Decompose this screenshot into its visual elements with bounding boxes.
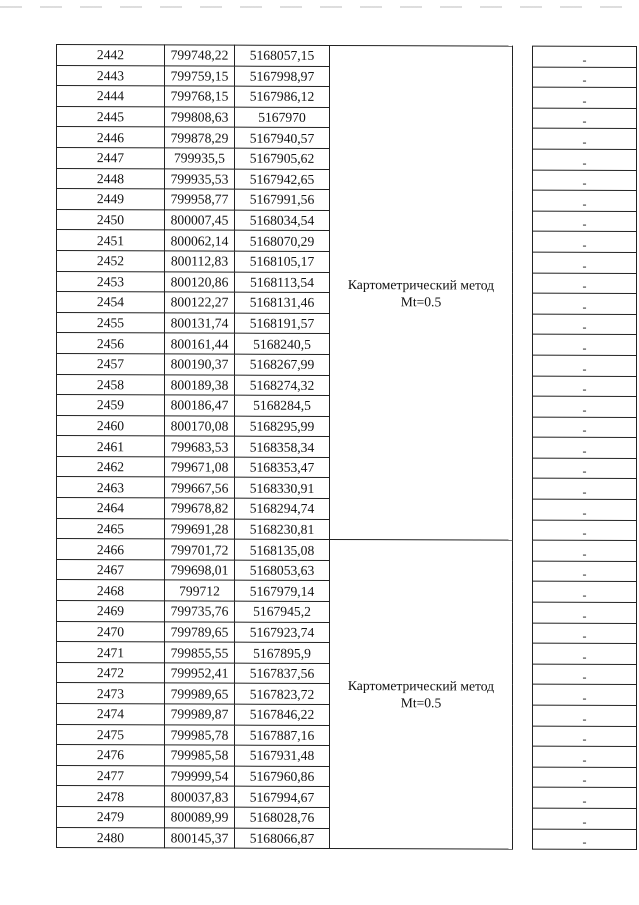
x-coordinate-cell: 799985,58: [165, 745, 235, 766]
x-coordinate-cell: 800037,83: [165, 786, 235, 807]
x-coordinate-cell: 799683,53: [165, 436, 235, 457]
x-coordinate-cell: 799789,65: [165, 622, 235, 643]
y-coordinate-cell: 5168294,74: [235, 498, 330, 519]
point-id-cell: 2459: [57, 395, 165, 416]
method-name: Картометрический метод: [347, 678, 495, 694]
y-coordinate-cell: 5167960,86: [235, 766, 330, 787]
point-id-cell: 2446: [57, 127, 165, 148]
y-coordinate-cell: 5168070,29: [235, 230, 330, 251]
method-cell: [330, 45, 513, 540]
dash-cell: -: [533, 540, 637, 561]
y-coordinate-cell: 5167837,56: [235, 663, 330, 684]
point-id-cell: 2460: [57, 415, 165, 436]
point-id-cell: 2473: [57, 683, 165, 704]
y-coordinate-cell: 5167887,16: [235, 725, 330, 746]
dash-cell: -: [533, 602, 637, 623]
method-accuracy: Mt=0.5: [400, 695, 442, 711]
x-coordinate-cell: 800089,99: [165, 807, 235, 828]
y-coordinate-cell: 5167970: [235, 107, 330, 128]
dash-cell: -: [533, 726, 637, 747]
y-coordinate-cell: 5168353,47: [235, 457, 330, 478]
x-coordinate-cell: 800145,37: [165, 827, 235, 848]
dash-cell: -: [533, 643, 637, 664]
y-coordinate-cell: 5167931,48: [235, 745, 330, 766]
method-cell: [330, 540, 513, 850]
dash-cell: -: [533, 129, 637, 150]
point-id-cell: 2480: [57, 827, 165, 848]
point-id-cell: 2478: [57, 786, 165, 807]
x-coordinate-cell: 799935,53: [165, 168, 235, 189]
dash-cell: -: [533, 190, 637, 211]
x-coordinate-cell: 799878,29: [165, 127, 235, 148]
x-coordinate-cell: 800112,83: [165, 251, 235, 272]
dash-cell: -: [533, 623, 637, 644]
x-coordinate-cell: 800122,27: [165, 292, 235, 313]
dash-cell: -: [533, 108, 637, 129]
x-coordinate-cell: 799855,55: [165, 642, 235, 663]
dash-cell: -: [533, 46, 637, 67]
point-id-cell: 2470: [57, 621, 165, 642]
y-coordinate-cell: 5167945,2: [235, 601, 330, 622]
dash-cell: -: [533, 788, 637, 809]
x-coordinate-cell: 799952,41: [165, 663, 235, 684]
dash-cell: -: [533, 293, 637, 314]
point-id-cell: 2450: [57, 209, 165, 230]
y-coordinate-cell: 5168358,34: [235, 436, 330, 457]
x-coordinate-cell: 800189,38: [165, 374, 235, 395]
x-coordinate-cell: 799808,63: [165, 107, 235, 128]
dash-cell: -: [533, 561, 637, 582]
x-coordinate-cell: 799667,56: [165, 477, 235, 498]
point-id-cell: 2471: [57, 642, 165, 663]
point-id-cell: 2464: [57, 498, 165, 519]
y-coordinate-cell: 5168057,15: [235, 45, 330, 66]
y-coordinate-cell: 5168113,54: [235, 272, 330, 293]
x-coordinate-cell: 800062,14: [165, 230, 235, 251]
dash-cell: -: [533, 746, 637, 767]
dash-cell: -: [533, 87, 637, 108]
scan-artifact: [0, 6, 639, 8]
x-coordinate-cell: 799678,82: [165, 498, 235, 519]
point-id-cell: 2444: [57, 86, 165, 107]
point-id-cell: 2465: [57, 518, 165, 539]
y-coordinate-cell: 5168240,5: [235, 333, 330, 354]
y-coordinate-cell: 5167994,67: [235, 786, 330, 807]
dash-cell: -: [533, 211, 637, 232]
dash-cell: -: [533, 314, 637, 335]
point-id-cell: 2453: [57, 271, 165, 292]
column-gap: [513, 46, 533, 540]
method-name: Картометрический метод: [347, 276, 495, 293]
table-row: [57, 45, 637, 68]
y-coordinate-cell: 5167986,12: [235, 86, 330, 107]
y-coordinate-cell: 5168034,54: [235, 210, 330, 231]
x-coordinate-cell: 800131,74: [165, 313, 235, 334]
x-coordinate-cell: 799698,01: [165, 560, 235, 581]
point-id-cell: 2469: [57, 601, 165, 622]
y-coordinate-cell: 5167823,72: [235, 684, 330, 705]
dash-cell: -: [533, 396, 637, 417]
dash-cell: -: [533, 232, 637, 253]
point-id-cell: 2445: [57, 106, 165, 127]
table-row: [57, 539, 637, 562]
method-accuracy: Mt=0.5: [400, 293, 442, 309]
coordinates-table-body: [57, 45, 637, 850]
point-id-cell: 2458: [57, 374, 165, 395]
dash-cell: -: [533, 520, 637, 541]
x-coordinate-cell: 799989,87: [165, 704, 235, 725]
y-coordinate-cell: 5168131,46: [235, 292, 330, 313]
y-coordinate-cell: 5168105,17: [235, 251, 330, 272]
dash-cell: -: [533, 252, 637, 273]
x-coordinate-cell: 800007,45: [165, 210, 235, 231]
point-id-cell: 2456: [57, 333, 165, 354]
x-coordinate-cell: 800161,44: [165, 333, 235, 354]
point-id-cell: 2442: [57, 45, 165, 66]
dash-cell: -: [533, 355, 637, 376]
dash-cell: -: [533, 808, 637, 829]
dash-cell: -: [533, 582, 637, 603]
dash-cell: -: [533, 479, 637, 500]
x-coordinate-cell: 800190,37: [165, 354, 235, 375]
x-coordinate-cell: 799748,22: [165, 45, 235, 66]
x-coordinate-cell: 799935,5: [165, 148, 235, 169]
x-coordinate-cell: 800170,08: [165, 416, 235, 437]
point-id-cell: 2477: [57, 765, 165, 786]
point-id-cell: 2479: [57, 806, 165, 827]
dash-cell: -: [533, 705, 637, 726]
x-coordinate-cell: 799712: [165, 580, 235, 601]
y-coordinate-cell: 5168066,87: [235, 828, 330, 849]
dash-cell: -: [533, 685, 637, 706]
x-coordinate-cell: 799691,28: [165, 519, 235, 540]
point-id-cell: 2447: [57, 147, 165, 168]
point-id-cell: 2462: [57, 456, 165, 477]
point-id-cell: 2455: [57, 312, 165, 333]
dash-cell: -: [533, 376, 637, 397]
point-id-cell: 2467: [57, 559, 165, 580]
point-id-cell: 2475: [57, 724, 165, 745]
x-coordinate-cell: 799671,08: [165, 457, 235, 478]
y-coordinate-cell: 5167905,62: [235, 148, 330, 169]
y-coordinate-cell: 5168135,08: [235, 539, 330, 560]
point-id-cell: 2457: [57, 353, 165, 374]
x-coordinate-cell: 800120,86: [165, 271, 235, 292]
dash-cell: -: [533, 767, 637, 788]
y-coordinate-cell: 5168295,99: [235, 416, 330, 437]
point-id-cell: 2452: [57, 250, 165, 271]
y-coordinate-cell: 5167940,57: [235, 127, 330, 148]
y-coordinate-cell: 5167895,9: [235, 642, 330, 663]
y-coordinate-cell: 5167923,74: [235, 622, 330, 643]
coordinates-table: [56, 44, 637, 850]
y-coordinate-cell: 5168267,99: [235, 354, 330, 375]
dash-cell: -: [533, 458, 637, 479]
y-coordinate-cell: 5168274,32: [235, 375, 330, 396]
dash-cell: -: [533, 499, 637, 520]
y-coordinate-cell: 5168330,91: [235, 478, 330, 499]
y-coordinate-cell: 5168230,81: [235, 519, 330, 540]
point-id-cell: 2474: [57, 704, 165, 725]
dash-cell: -: [533, 437, 637, 458]
column-gap: [513, 540, 533, 849]
dash-cell: -: [533, 170, 637, 191]
dash-cell: -: [533, 149, 637, 170]
y-coordinate-cell: 5168028,76: [235, 807, 330, 828]
y-coordinate-cell: 5167942,65: [235, 169, 330, 190]
y-coordinate-cell: 5168053,63: [235, 560, 330, 581]
point-id-cell: 2443: [57, 65, 165, 86]
dash-cell: -: [533, 67, 637, 88]
dash-cell: -: [533, 334, 637, 355]
y-coordinate-cell: 5168284,5: [235, 395, 330, 416]
point-id-cell: 2448: [57, 168, 165, 189]
point-id-cell: 2449: [57, 189, 165, 210]
dash-cell: -: [533, 273, 637, 294]
point-id-cell: 2472: [57, 662, 165, 683]
dash-cell: -: [533, 664, 637, 685]
y-coordinate-cell: 5167991,56: [235, 189, 330, 210]
x-coordinate-cell: 799735,76: [165, 601, 235, 622]
x-coordinate-cell: 799759,15: [165, 65, 235, 86]
dash-cell: -: [533, 829, 637, 850]
x-coordinate-cell: 799958,77: [165, 189, 235, 210]
y-coordinate-cell: 5167846,22: [235, 704, 330, 725]
point-id-cell: 2454: [57, 292, 165, 313]
dash-cell: -: [533, 417, 637, 438]
x-coordinate-cell: 800186,47: [165, 395, 235, 416]
point-id-cell: 2468: [57, 580, 165, 601]
point-id-cell: 2451: [57, 230, 165, 251]
y-coordinate-cell: 5168191,57: [235, 313, 330, 334]
x-coordinate-cell: 799999,54: [165, 766, 235, 787]
x-coordinate-cell: 799985,78: [165, 724, 235, 745]
x-coordinate-cell: 799989,65: [165, 683, 235, 704]
point-id-cell: 2463: [57, 477, 165, 498]
x-coordinate-cell: 799768,15: [165, 86, 235, 107]
x-coordinate-cell: 799701,72: [165, 539, 235, 560]
point-id-cell: 2466: [57, 539, 165, 560]
point-id-cell: 2461: [57, 436, 165, 457]
y-coordinate-cell: 5167979,14: [235, 581, 330, 602]
y-coordinate-cell: 5167998,97: [235, 66, 330, 87]
point-id-cell: 2476: [57, 745, 165, 766]
